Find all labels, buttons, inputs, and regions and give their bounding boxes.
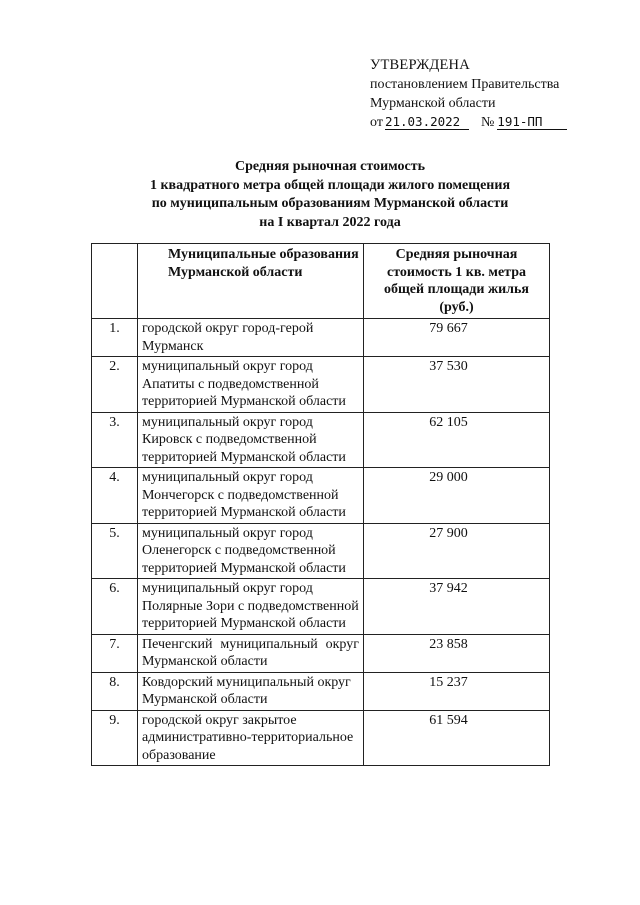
row-price: 61 594 — [364, 710, 550, 766]
heading-line-4: на I квартал 2022 года — [259, 214, 401, 230]
table-row — [92, 319, 550, 357]
row-price: 79 667 — [364, 319, 550, 357]
table-row — [92, 710, 550, 766]
heading-line-1: Средняя рыночная стоимость — [235, 159, 425, 174]
row-number: 6. — [92, 579, 138, 635]
heading-line-2: 1 квадратного метра общей площади жилого помещения — [149, 177, 511, 193]
header-municipality: Муниципальные образования Мурманской области — [138, 244, 364, 319]
row-price: 15 237 — [364, 672, 550, 710]
row-price: 27 900 — [364, 523, 550, 579]
row-municipality: городской округ город-герой Мурманск — [138, 319, 364, 357]
row-municipality: муниципальный округ город Мончегорск с подведомственной территорией Мурманской области — [138, 468, 364, 524]
row-municipality: муниципальный округ город Полярные Зори с подведомственной территорией Мурманской области — [138, 579, 364, 635]
number-prefix: № — [480, 115, 495, 130]
row-number: 2. — [92, 357, 138, 413]
table-row — [92, 634, 550, 672]
row-municipality: городской округ закрытое административно-территориальное образование — [138, 710, 364, 766]
row-number: 3. — [92, 412, 138, 468]
table-row — [92, 468, 550, 524]
table-row — [92, 579, 550, 635]
table-header-row — [92, 244, 550, 319]
approval-number: 191-ПП — [497, 114, 567, 130]
row-price: 62 105 — [364, 412, 550, 468]
approval-date: 21.03.2022 — [385, 114, 469, 130]
row-price: 37 942 — [364, 579, 550, 635]
row-municipality: муниципальный округ город Оленегорск с подведомственной территорией Мурманской области — [138, 523, 364, 579]
row-number: 1. — [92, 319, 138, 357]
row-number: 5. — [92, 523, 138, 579]
row-municipality: Ковдорский муниципальный округ Мурманской области — [138, 672, 364, 710]
row-price: 29 000 — [364, 468, 550, 524]
row-municipality: Печенгский муниципальный округ Мурманской области — [138, 634, 364, 672]
row-number: 7. — [92, 634, 138, 672]
row-number: 9. — [92, 710, 138, 766]
header-price: Средняя рыночная стоимость 1 кв. метра общей площади жилья (руб.) — [364, 244, 550, 319]
header-number — [92, 244, 138, 319]
row-price: 23 858 — [364, 634, 550, 672]
document-heading — [120, 158, 540, 232]
table-row — [92, 672, 550, 710]
table-row — [92, 357, 550, 413]
row-municipality: муниципальный округ город Кировск с подведомственной территорией Мурманской области — [138, 412, 364, 468]
approval-date-line — [370, 113, 610, 132]
price-table — [91, 243, 550, 766]
approval-line-1: постановлением Правительства — [370, 77, 560, 92]
approval-line-2: Мурманской области — [370, 96, 496, 111]
row-municipality: муниципальный округ город Апатиты с подведомственной территорией Мурманской области — [138, 357, 364, 413]
heading-line-3: по муниципальным образованиям Мурманской области — [151, 196, 509, 211]
row-price: 37 530 — [364, 357, 550, 413]
approval-stamp — [370, 56, 610, 132]
table-row — [92, 523, 550, 579]
row-number: 8. — [92, 672, 138, 710]
approval-title: УТВЕРЖДЕНА — [370, 57, 470, 73]
date-prefix: от — [370, 115, 383, 130]
table-row — [92, 412, 550, 468]
row-number: 4. — [92, 468, 138, 524]
